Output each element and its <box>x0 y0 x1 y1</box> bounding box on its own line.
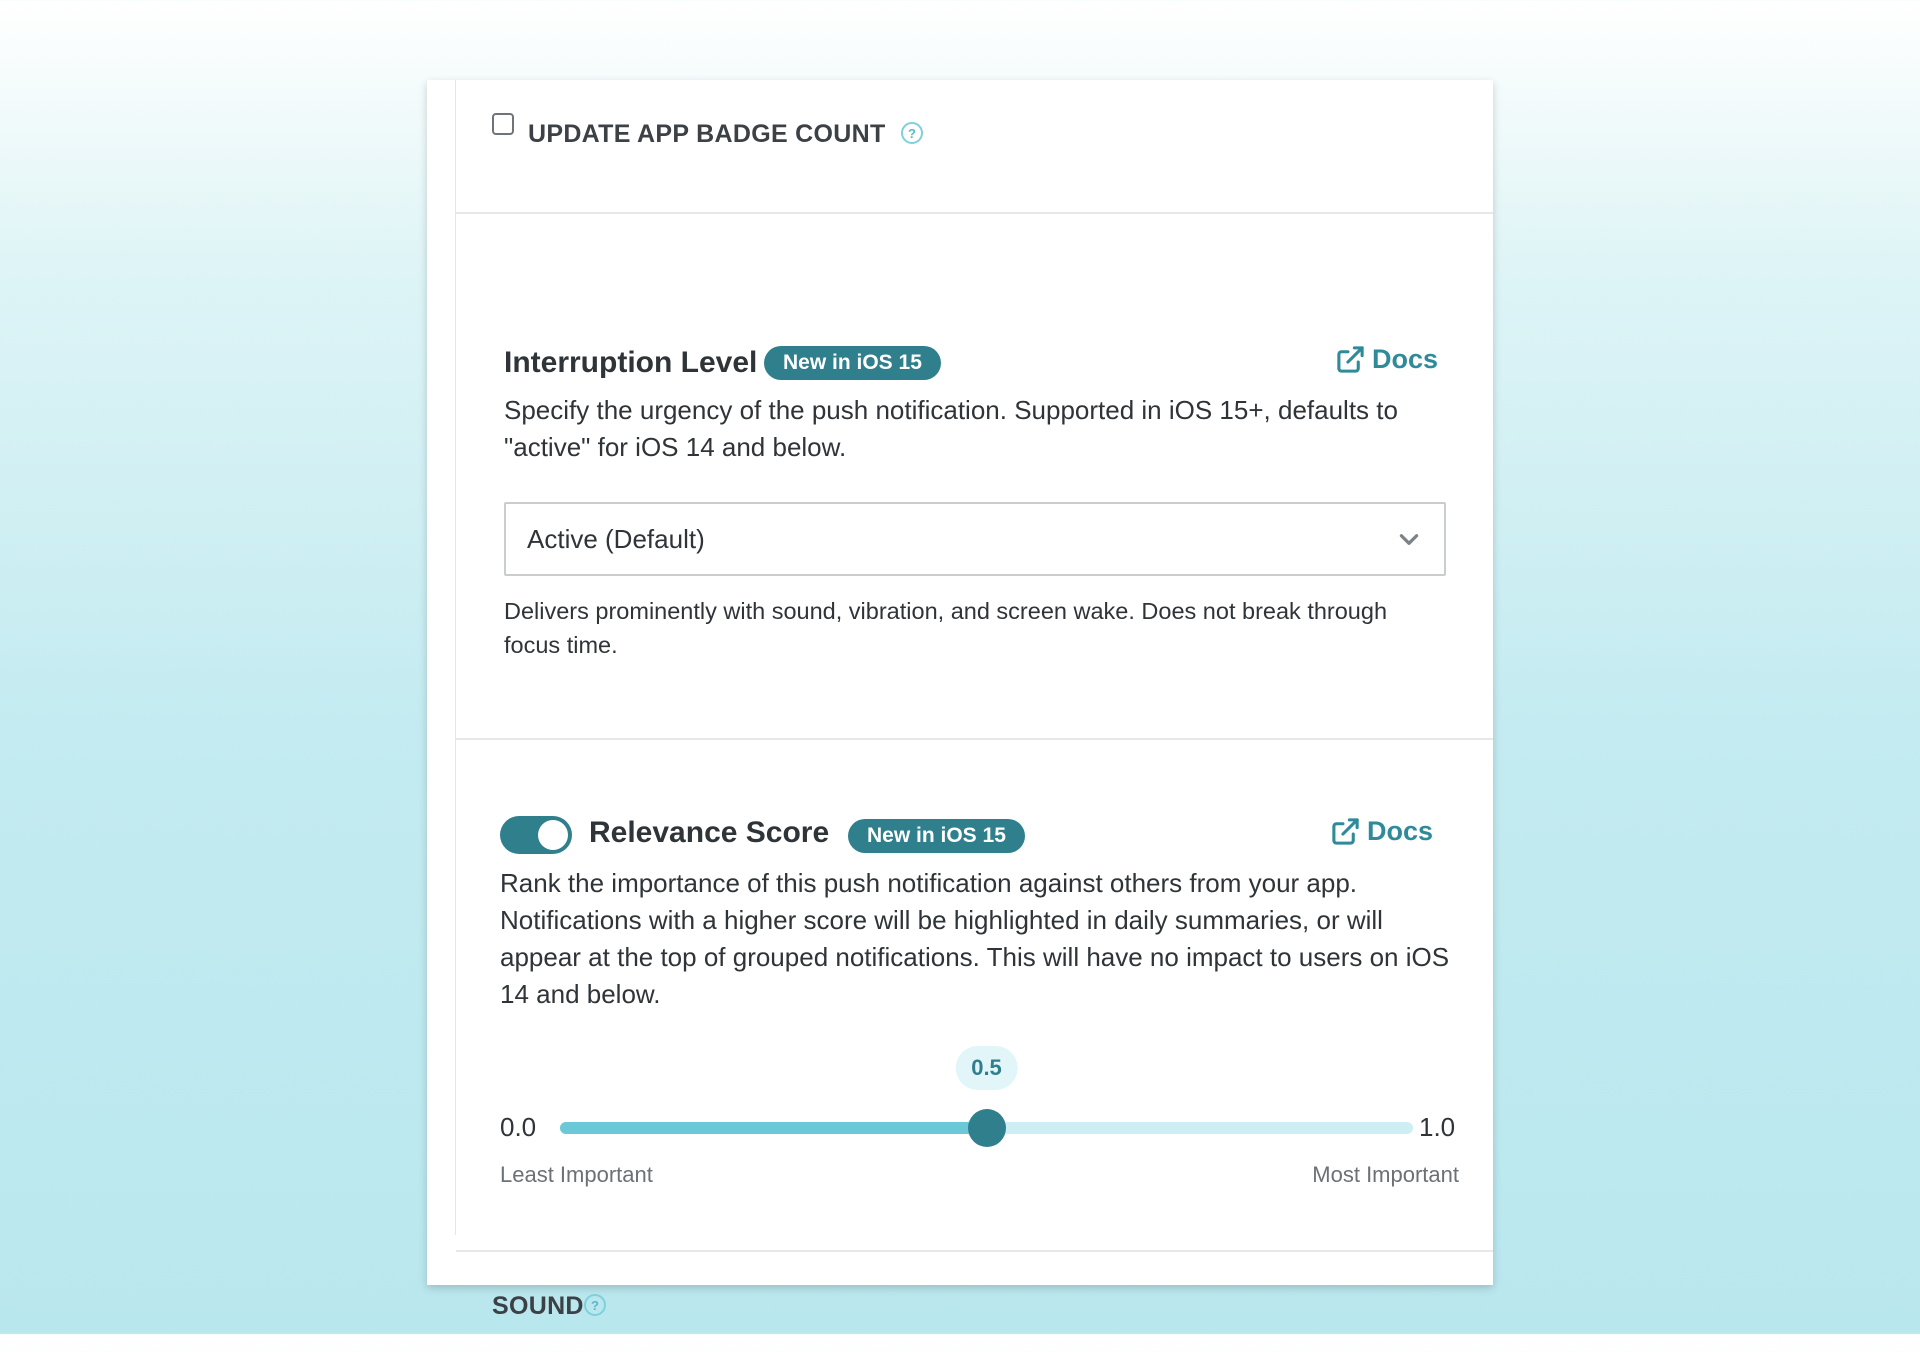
relevance-description: Rank the importance of this push notification against others from your app. Notifications with a higher score will be highlighted in daily summaries, or will appear at the top of grouped notifications. This will have no impact to users on iOS 14 and below. <box>500 868 1450 1009</box>
docs-label: Docs <box>1367 816 1434 846</box>
least-important-caption: Least Important <box>500 1162 653 1187</box>
slider-fill <box>560 1122 987 1134</box>
interruption-level-section <box>456 214 1493 740</box>
sound-section <box>456 1252 1493 1352</box>
external-link-icon <box>1330 816 1361 847</box>
interruption-option-description: Delivers prominently with sound, vibration, and screen wake. Does not break through focus time. <box>504 598 1388 658</box>
slider-min-label: 0.0 <box>500 1112 537 1142</box>
new-in-ios15-badge: New in iOS 15 <box>848 819 1025 853</box>
interruption-docs-link[interactable] <box>1335 344 1438 375</box>
settings-card <box>427 80 1493 1320</box>
update-badge-checkbox[interactable] <box>492 113 514 135</box>
interruption-description: Specify the urgency of the push notification. Supported in iOS 15+, defaults to "active" for iOS 14 and below. <box>504 395 1398 462</box>
slider-value-bubble: 0.5 <box>955 1046 1018 1090</box>
relevance-score-title: Relevance Score <box>589 816 830 849</box>
update-badge-label: UPDATE APP BADGE COUNT <box>528 120 886 148</box>
select-value: Active (Default) <box>527 524 705 554</box>
relevance-docs-link[interactable] <box>1330 816 1433 847</box>
sound-label: SOUND <box>492 1292 584 1320</box>
question-circle-icon[interactable]: ? <box>901 122 923 144</box>
chevron-down-icon <box>1396 526 1422 552</box>
interruption-level-select[interactable] <box>504 502 1446 576</box>
relevance-score-toggle[interactable] <box>500 816 572 854</box>
interruption-level-title: Interruption Level <box>504 346 758 379</box>
slider-max-label: 1.0 <box>1419 1112 1456 1142</box>
badge-count-section <box>456 80 1493 214</box>
question-circle-icon[interactable]: ? <box>584 1294 606 1316</box>
slider-thumb[interactable] <box>968 1109 1006 1147</box>
relevance-score-section <box>456 740 1493 1252</box>
docs-label: Docs <box>1372 344 1439 374</box>
new-in-ios15-badge: New in iOS 15 <box>764 346 941 380</box>
relevance-slider[interactable] <box>560 1122 1413 1134</box>
toggle-knob <box>538 820 568 850</box>
settings-panel <box>455 80 1493 1320</box>
external-link-icon <box>1335 344 1366 375</box>
most-important-caption: Most Important <box>1312 1162 1459 1187</box>
